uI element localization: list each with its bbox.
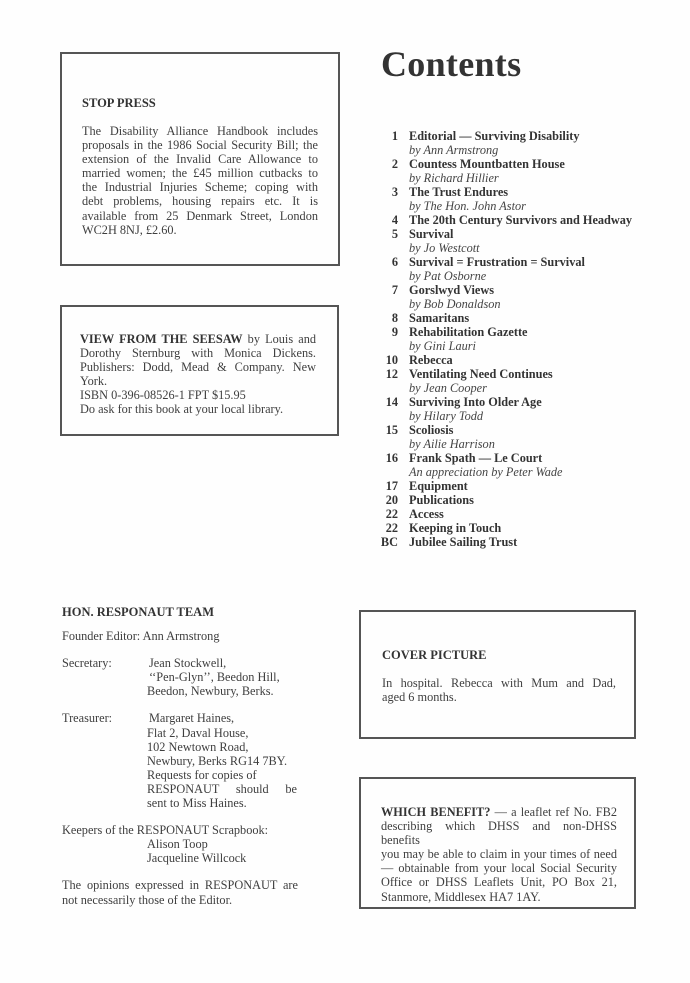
cover-heading: COVER PICTURE xyxy=(382,648,487,662)
toc-entry xyxy=(375,451,675,479)
toc-entry-body xyxy=(409,367,553,395)
toc-page-number: 7 xyxy=(391,283,398,297)
treasurer-details xyxy=(147,711,297,810)
disclaimer xyxy=(62,878,298,906)
line: ISBN 0-396-08526-1 FPT $15.95 xyxy=(80,388,246,403)
toc-entry-body xyxy=(409,213,632,227)
toc-entry xyxy=(375,129,675,157)
line: — obtainable from your local Social Security xyxy=(381,861,617,876)
toc-entry xyxy=(375,423,675,451)
line: Jean Stockwell, xyxy=(149,656,227,671)
toc-author: by The Hon. John Astor xyxy=(409,199,526,213)
treasurer-row xyxy=(62,711,312,810)
line xyxy=(80,332,316,346)
cover-picture-box xyxy=(359,610,636,739)
line: 102 Newtown Road, xyxy=(147,739,249,754)
line: Margaret Haines, xyxy=(149,711,235,726)
toc-page-number: 10 xyxy=(385,353,398,367)
toc-title: Countess Mountbatten House xyxy=(409,157,565,171)
benefit-title: WHICH BENEFIT? xyxy=(381,805,491,819)
toc-title: The 20th Century Survivors and Headway xyxy=(409,213,633,227)
stop-press-text xyxy=(82,124,318,237)
toc-entry-body xyxy=(409,157,565,185)
line: describing which DHSS and non-DHSS benefits xyxy=(381,819,617,848)
line: the Industrial Injuries Scheme; coping with xyxy=(82,180,318,195)
toc-entry xyxy=(375,185,675,213)
toc-title: Surviving Into Older Age xyxy=(409,395,542,409)
toc-entry xyxy=(375,521,675,535)
toc-author: by Ailie Harrison xyxy=(409,437,495,451)
toc-entry xyxy=(375,311,675,325)
stop-press-heading: STOP PRESS xyxy=(82,96,156,110)
line: Dorothy Sternburg with Monica Dickens. xyxy=(80,346,316,361)
toc-author: by Jo Westcott xyxy=(409,241,480,255)
toc-page-number: 14 xyxy=(385,395,398,409)
toc-author: by Ann Armstrong xyxy=(409,143,499,157)
toc-title: Access xyxy=(409,507,444,521)
line: aged 6 months. xyxy=(382,690,457,705)
line: Office or DHSS Leaflets Unit, PO Box 21, xyxy=(381,875,617,890)
keepers-label: Keepers of the RESPONAUT Scrapbook: xyxy=(62,823,269,838)
toc-entry-body xyxy=(409,479,468,493)
stop-press-box xyxy=(60,52,340,266)
toc-entry xyxy=(375,255,675,283)
toc-page-number: 16 xyxy=(385,451,398,465)
toc-title: Rehabilitation Gazette xyxy=(409,325,528,339)
toc-author: by Bob Donaldson xyxy=(409,297,501,311)
contents-title: Contents xyxy=(381,44,522,84)
line: not necessarily those of the Editor. xyxy=(62,892,233,907)
line: debt problems, housing repairs etc. It is xyxy=(82,194,318,209)
line-rest: — a leaflet ref No. FB2 xyxy=(490,805,617,819)
toc-entry-body xyxy=(409,227,480,255)
seesaw-title: VIEW FROM THE SEESAW xyxy=(80,332,243,346)
toc-entry xyxy=(375,535,675,549)
toc-entry-body xyxy=(409,521,501,535)
toc-title: Editorial — Surviving Disability xyxy=(409,129,580,143)
toc-entry xyxy=(375,507,675,521)
toc-title: Frank Spath — Le Court xyxy=(409,451,543,465)
line: Beedon, Newbury, Berks. xyxy=(147,684,274,699)
toc-entry xyxy=(375,325,675,353)
toc-page-number: 17 xyxy=(385,479,398,493)
line: married women; the £45 million cutbacks to xyxy=(82,166,318,181)
toc-title: Jubilee Sailing Trust xyxy=(409,535,518,549)
toc-entry-body xyxy=(409,353,453,367)
toc-page-number: 8 xyxy=(391,311,398,325)
toc-page-number: 20 xyxy=(385,493,398,507)
toc-page-number: 3 xyxy=(391,185,398,199)
which-benefit-box xyxy=(359,777,636,909)
line: RESPONAUT should be xyxy=(147,781,297,796)
line: you may be able to claim in your times of need xyxy=(381,847,617,862)
keepers-names xyxy=(62,837,312,865)
line: In hospital. Rebecca with Mum and Dad, xyxy=(382,676,616,690)
responaut-team xyxy=(62,605,312,907)
toc-entry-body xyxy=(409,311,469,325)
toc-entry-body xyxy=(409,255,585,283)
team-heading: HON. RESPONAUT TEAM xyxy=(62,605,214,619)
toc-entry xyxy=(375,367,675,395)
toc-entry-body xyxy=(409,129,579,157)
secretary-row xyxy=(62,656,312,698)
cover-text xyxy=(382,676,616,704)
toc-author: by Richard Hillier xyxy=(409,171,499,185)
treasurer-label: Treasurer: xyxy=(62,711,113,726)
line: The opinions expressed in RESPONAUT are xyxy=(62,878,298,893)
toc-entry-body xyxy=(409,283,501,311)
toc-title: Keeping in Touch xyxy=(409,521,502,535)
toc-page-number: 1 xyxy=(391,129,398,143)
toc-page-number: 22 xyxy=(385,507,398,521)
line: Newbury, Berks RG14 7BY. xyxy=(147,753,288,768)
toc-entry-body xyxy=(409,395,542,423)
founder-editor: Founder Editor: Ann Armstrong xyxy=(62,629,220,644)
line: WC2H 8NJ, £2.60. xyxy=(82,222,177,237)
line: Alison Toop xyxy=(147,837,208,852)
toc-page-number: 6 xyxy=(391,255,398,269)
toc-entry-body xyxy=(409,325,528,353)
toc-author: An appreciation by Peter Wade xyxy=(409,465,563,479)
seesaw-text xyxy=(80,332,316,417)
toc-page-number: 5 xyxy=(391,227,398,241)
line: extension of the Invalid Care Allowance to xyxy=(82,152,318,167)
toc-title: The Trust Endures xyxy=(409,185,509,199)
toc-page-number: 15 xyxy=(385,423,398,437)
toc-entry xyxy=(375,353,675,367)
toc-title: Survival = Frustration = Survival xyxy=(409,255,585,269)
toc-entry xyxy=(375,213,675,227)
toc-entry xyxy=(375,395,675,423)
line: York. xyxy=(80,374,108,389)
line: ‘‘Pen-Glyn’’, Beedon Hill, xyxy=(149,670,280,685)
line: Stanmore, Middlesex HA7 1AY. xyxy=(381,889,541,904)
toc-entry-body xyxy=(409,185,526,213)
line: Publishers: Dodd, Mead & Company. New xyxy=(80,360,316,375)
toc-title: Samaritans xyxy=(409,311,470,325)
toc-entry-body xyxy=(409,451,562,479)
toc-title: Ventilating Need Continues xyxy=(409,367,553,381)
toc-title: Gorslwyd Views xyxy=(409,283,495,297)
toc-entry-body xyxy=(409,507,444,521)
seesaw-book-box xyxy=(60,305,339,436)
toc-title: Scoliosis xyxy=(409,423,454,437)
toc-entry-body xyxy=(409,493,474,507)
toc-title: Equipment xyxy=(409,479,468,493)
secretary-label: Secretary: xyxy=(62,656,112,671)
toc-entry-body xyxy=(409,535,517,549)
toc-entry-body xyxy=(409,423,495,451)
toc-entry xyxy=(375,479,675,493)
toc-author: by Jean Cooper xyxy=(409,381,487,395)
toc-title: Rebecca xyxy=(409,353,453,367)
toc-entry xyxy=(375,283,675,311)
toc-title: Survival xyxy=(409,227,454,241)
line: Jacqueline Willcock xyxy=(147,851,247,866)
toc-page-number: 4 xyxy=(391,213,398,227)
line xyxy=(381,805,617,819)
line: Do ask for this book at your local library. xyxy=(80,402,284,417)
toc-entry xyxy=(375,227,675,255)
toc-entry xyxy=(375,493,675,507)
toc-title: Publications xyxy=(409,493,474,507)
toc-page-number: 12 xyxy=(385,367,398,381)
line: Flat 2, Daval House, xyxy=(147,725,249,740)
line: The Disability Alliance Handbook includes xyxy=(82,124,318,138)
line: Requests for copies of xyxy=(147,767,257,782)
table-of-contents xyxy=(375,129,675,549)
toc-author: by Gini Lauri xyxy=(409,339,476,353)
toc-entry xyxy=(375,157,675,185)
toc-page-number: 9 xyxy=(391,325,398,339)
line-rest: by Louis and xyxy=(242,332,316,346)
toc-page-number: 22 xyxy=(385,521,398,535)
benefit-text xyxy=(381,805,617,904)
secretary-details xyxy=(147,656,280,698)
line: sent to Miss Haines. xyxy=(147,796,247,811)
toc-page-number: BC xyxy=(380,535,398,549)
line: available from 25 Denmark Street, London xyxy=(82,208,318,223)
toc-page-number: 2 xyxy=(391,157,398,171)
toc-author: by Pat Osborne xyxy=(409,269,487,283)
toc-author: by Hilary Todd xyxy=(409,409,484,423)
line: proposals in the 1986 Social Security Bill; the xyxy=(82,138,318,153)
